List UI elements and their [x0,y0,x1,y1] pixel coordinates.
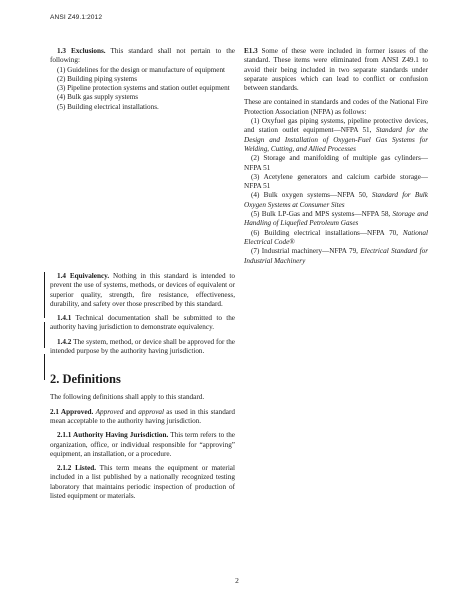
term-approved: Approved [95,407,124,416]
section-1-4-1-label: 1.4.1 [57,314,72,323]
section-2-1-text: as used in this standard mean acceptable to the authority having jurisdiction. [50,407,235,425]
exclusion-item: (3) Pipeline protection systems and station outlet equipment [57,84,230,93]
left-column-top [50,47,235,112]
nfpa-list-item: (5) Bulk LP-Gas and MPS systems—NFPA 58, Storage and Handling of Liquefied Petroleum Gases [244,210,429,228]
exclusion-item: (1) Guidelines for the design or manufacture of equipment [57,65,226,74]
section-1-4-2-paragraph [50,338,235,357]
e1-3-paragraph [244,47,428,93]
nfpa-list-item: (1) Oxyfuel gas piping systems, pipeline protective devices, and station outlet equipment—NFPA 51, Standard for the Design and Installation of Oxygen-Fuel Gas Systems for Welding, Cutting, and Allied Processes [244,117,428,153]
section-1-3-label: 1.3 Exclusions. [57,47,106,55]
exclusion-item: (5) Building electrical installations. [57,102,159,111]
left-column-bottom [50,272,235,501]
section-2-intro: The following definitions shall apply to this standard. [50,393,205,402]
section-1-4-1-text: Technical documentation shall be submitted to the authority having jurisdiction to demonstrate equivalency. [50,314,235,332]
section-2-1-and: and [123,407,139,416]
change-bar-1-4-2 [44,354,45,380]
nfpa-list-item: (6) Building electrical installations—NFPA 70, National Electrical Code® [244,228,428,246]
section-2-1-label: 2.1 Approved. [50,407,94,416]
nfpa-list-item: (3) Acetylene generators and calcium carbide storage—NFPA 51 [244,172,428,191]
section-1-3-paragraph [50,47,235,66]
section-1-4-text: Nothing in this standard is intended to prevent the use of systems, methods, or devices of equivalent or superior quality, strength, fire resistance, effectiveness, durability, and safety over those prescribed by this standard. [50,272,235,308]
term-approval: approval [138,407,164,416]
section-1-3-intro: This standard shall not pertain to the following: [50,47,235,65]
section-1-4-2-label: 1.4.2 [57,337,72,346]
nfpa-list-item: (7) Industrial machinery—NFPA 79, Electrical Standard for Industrial Machinery [244,247,428,265]
nfpa-list-item: (2) Storage and manifolding of multiple gas cylinders—NFPA 51 [244,154,428,172]
section-2-1-2-text: This term means the equipment or material included in a list published by a nationally recognized testing laboratory that maintains periodic inspection of production of listed equipment or materials. [50,464,235,501]
section-1-4-1-paragraph [50,314,235,333]
change-bar-1-4 [44,272,45,318]
section-2-1-paragraph [50,408,235,427]
section-2-1-1-paragraph [50,431,235,459]
exclusion-item: (4) Bulk gas supply systems [57,93,139,102]
section-2-1-2-paragraph [50,464,235,501]
section-2-heading: 2. Definitions [50,372,121,387]
right-column [244,47,428,266]
nfpa-intro: These are contained in standards and codes of the National Fire Protection Association (NFPA) as follows: [244,98,428,116]
change-bar-1-4-1 [44,322,45,348]
e1-3-text: Some of these were included in former issues of the standard. These items were eliminated from ANSI Z49.1 to avoid their being included in two separate standards under separate auspices which can lead to conflict or confusion between standards. [244,47,428,93]
section-2-1-2-label: 2.1.2 Listed. [57,464,97,473]
exclusion-item: (2) Building piping systems [57,74,138,83]
section-1-4-2-text: The system, method, or device shall be approved for the intended purpose by the authority having jurisdiction. [50,337,235,356]
section-1-4-paragraph [50,272,235,309]
page-number: 2 [235,576,239,585]
e1-3-label: E1.3 [244,47,258,55]
section-2-1-1-text: This term refers to the organization, office, or individual responsible for “approving” equipment, an installation, or a procedure. [50,431,235,458]
nfpa-list-item: (4) Bulk oxygen systems—NFPA 50, Standard for Bulk Oxygen Systems at Consumer Sites [244,191,428,209]
section-2-1-1-label: 2.1.1 Authority Having Jurisdiction. [57,431,169,440]
running-header: ANSI Z49.1:2012 [50,14,103,21]
section-1-4-label: 1.4 Equivalency. [57,272,110,280]
